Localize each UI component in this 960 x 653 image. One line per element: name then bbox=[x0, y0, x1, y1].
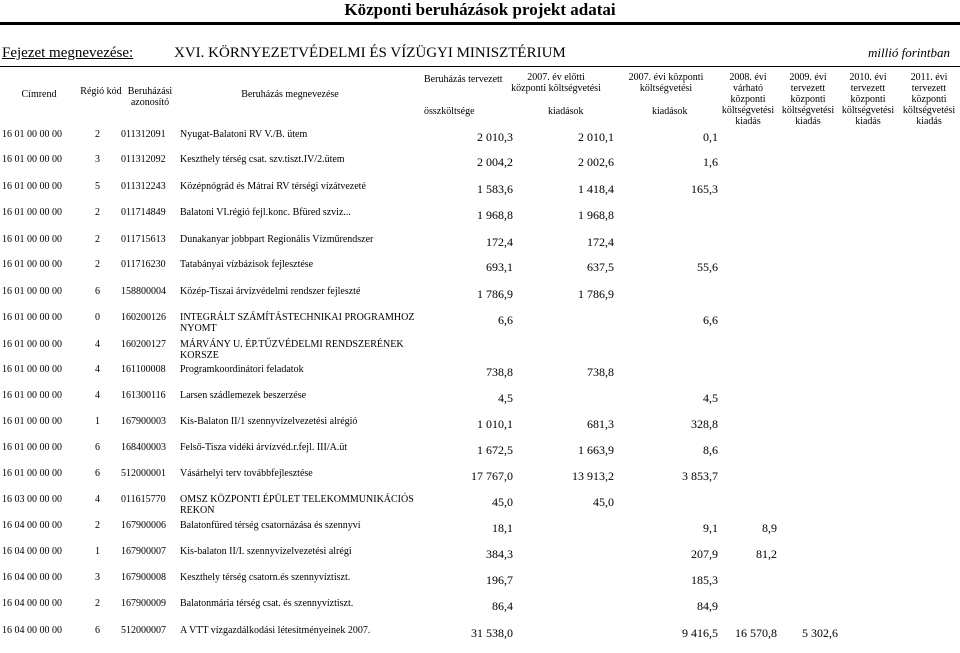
cell-megnevezes: INTEGRÁLT SZÁMÍTÁSTECHNIKAI PROGRAMHOZ NYOMT bbox=[180, 312, 415, 334]
cell-cimrend: 16 01 00 00 00 bbox=[2, 286, 62, 297]
header-2008: 2008. évi várható központi költségvetési kiadás bbox=[721, 72, 775, 127]
cell-megnevezes: Larsen szádlemezek beszerzése bbox=[180, 390, 307, 401]
cell-osszkoltseg: 196,7 bbox=[486, 573, 513, 587]
cell-megnevezes: Keszthely térség csatorn.és szennyvíztiszt. bbox=[180, 572, 351, 583]
cell-regio: 3 bbox=[95, 154, 100, 165]
cell-2007: 6,6 bbox=[703, 313, 718, 327]
cell-megnevezes: A VTT vízgazdálkodási létesítményeinek 2007. bbox=[180, 625, 371, 636]
cell-2009: 5 302,6 bbox=[802, 626, 838, 640]
cell-elotti: 45,0 bbox=[593, 495, 614, 509]
cell-azonosito: 168400003 bbox=[121, 442, 166, 453]
cell-elotti: 2 002,6 bbox=[578, 155, 614, 169]
cell-cimrend: 16 04 00 00 00 bbox=[2, 546, 62, 557]
table-row bbox=[0, 311, 960, 337]
cell-elotti: 681,3 bbox=[587, 417, 614, 431]
cell-regio: 2 bbox=[95, 520, 100, 531]
table-row bbox=[0, 415, 960, 441]
cell-elotti: 738,8 bbox=[587, 365, 614, 379]
cell-megnevezes: Felső-Tisza vidéki árvízvéd.r.fejl. III/A.üt bbox=[180, 442, 348, 453]
cell-osszkoltseg: 17 767,0 bbox=[471, 469, 513, 483]
cell-2008: 8,9 bbox=[762, 521, 777, 535]
cell-regio: 4 bbox=[95, 494, 100, 505]
cell-azonosito: 011615770 bbox=[121, 494, 166, 505]
cell-2007: 4,5 bbox=[703, 391, 718, 405]
cell-megnevezes: Tatabányai vízbázisok fejlesztése bbox=[180, 259, 314, 270]
cell-azonosito: 011312092 bbox=[121, 154, 166, 165]
cell-elotti: 637,5 bbox=[587, 260, 614, 274]
cell-2007: 1,6 bbox=[703, 155, 718, 169]
cell-cimrend: 16 01 00 00 00 bbox=[2, 364, 62, 375]
cell-osszkoltseg: 6,6 bbox=[498, 313, 513, 327]
cell-megnevezes: Vásárhelyi terv továbbfejlesztése bbox=[180, 468, 313, 479]
header-2007-kiadasok: kiadások bbox=[652, 106, 688, 117]
cell-regio: 6 bbox=[95, 286, 100, 297]
cell-osszkoltseg: 18,1 bbox=[492, 521, 513, 535]
header-megnevezes: Beruházás megnevezése bbox=[241, 89, 339, 100]
header-tervezett: Beruházás tervezett bbox=[424, 74, 503, 85]
cell-cimrend: 16 01 00 00 00 bbox=[2, 154, 62, 165]
cell-elotti: 1 968,8 bbox=[578, 208, 614, 222]
cell-osszkoltseg: 1 583,6 bbox=[477, 182, 513, 196]
cell-osszkoltseg: 45,0 bbox=[492, 495, 513, 509]
cell-cimrend: 16 01 00 00 00 bbox=[2, 259, 62, 270]
cell-cimrend: 16 04 00 00 00 bbox=[2, 520, 62, 531]
cell-megnevezes: OMSZ KÖZPONTI ÉPÜLET TELEKOMMUNIKÁCIÓS REKON bbox=[180, 494, 414, 516]
cell-2007: 185,3 bbox=[691, 573, 718, 587]
cell-osszkoltseg: 31 538,0 bbox=[471, 626, 513, 640]
cell-cimrend: 16 01 00 00 00 bbox=[2, 416, 62, 427]
header-2007: 2007. évi központi költségvetési bbox=[628, 72, 704, 94]
table-row bbox=[0, 441, 960, 467]
cell-azonosito: 161100008 bbox=[121, 364, 166, 375]
table-row bbox=[0, 153, 960, 179]
cell-azonosito: 512000001 bbox=[121, 468, 166, 479]
cell-azonosito: 167900007 bbox=[121, 546, 166, 557]
cell-2007: 9,1 bbox=[703, 521, 718, 535]
cell-regio: 6 bbox=[95, 442, 100, 453]
cell-cimrend: 16 01 00 00 00 bbox=[2, 234, 62, 245]
cell-2007: 55,6 bbox=[697, 260, 718, 274]
cell-2007: 9 416,5 bbox=[682, 626, 718, 640]
header-cimrend: Címrend bbox=[21, 89, 57, 100]
cell-megnevezes: Középnógrád és Mátrai RV térségi vízátvezeté bbox=[180, 181, 366, 192]
table-row bbox=[0, 519, 960, 545]
table-row bbox=[0, 258, 960, 284]
chapter-label: Fejezet megnevezése: bbox=[2, 45, 134, 61]
cell-azonosito: 160200127 bbox=[121, 339, 166, 350]
cell-cimrend: 16 04 00 00 00 bbox=[2, 572, 62, 583]
title-divider bbox=[0, 22, 960, 25]
cell-regio: 5 bbox=[95, 181, 100, 192]
cell-regio: 2 bbox=[95, 207, 100, 218]
table-row bbox=[0, 571, 960, 597]
cell-cimrend: 16 01 00 00 00 bbox=[2, 207, 62, 218]
cell-cimrend: 16 04 00 00 00 bbox=[2, 598, 62, 609]
table-row bbox=[0, 624, 960, 650]
cell-azonosito: 161300116 bbox=[121, 390, 166, 401]
table-row bbox=[0, 363, 960, 389]
cell-azonosito: 011312243 bbox=[121, 181, 166, 192]
header-2009: 2009. évi tervezett központi költségvetési kiadás bbox=[781, 72, 835, 127]
cell-2008: 16 570,8 bbox=[735, 626, 777, 640]
cell-cimrend: 16 03 00 00 00 bbox=[2, 494, 62, 505]
cell-regio: 2 bbox=[95, 129, 100, 140]
cell-cimrend: 16 01 00 00 00 bbox=[2, 442, 62, 453]
cell-megnevezes: Nyugat-Balatoni RV V./B. ütem bbox=[180, 129, 308, 140]
cell-megnevezes: Kis-balaton II/I. szennyvízelvezetési alrégi bbox=[180, 546, 352, 557]
cell-cimrend: 16 01 00 00 00 bbox=[2, 312, 62, 323]
cell-2008: 81,2 bbox=[756, 547, 777, 561]
table-row bbox=[0, 597, 960, 623]
cell-elotti: 2 010,1 bbox=[578, 130, 614, 144]
cell-2007: 8,6 bbox=[703, 443, 718, 457]
cell-regio: 2 bbox=[95, 598, 100, 609]
table-row bbox=[0, 180, 960, 206]
cell-regio: 1 bbox=[95, 546, 100, 557]
header-2010: 2010. évi tervezett központi költségvetési kiadás bbox=[841, 72, 895, 127]
table-row bbox=[0, 389, 960, 415]
cell-regio: 3 bbox=[95, 572, 100, 583]
table-row bbox=[0, 285, 960, 311]
cell-megnevezes: Balatonfüred térség csatornázása és szennyví bbox=[180, 520, 361, 531]
header-elotti: 2007. év előtti központi költségvetési bbox=[511, 72, 601, 94]
cell-megnevezes: MÁRVÁNY U. ÉP.TŰZVÉDELMI RENDSZERÉNEK KORSZE bbox=[180, 339, 404, 361]
header-2011: 2011. évi tervezett központi költségvetési kiadás bbox=[902, 72, 956, 127]
cell-regio: 0 bbox=[95, 312, 100, 323]
cell-cimrend: 16 01 00 00 00 bbox=[2, 181, 62, 192]
header-elotti-kiadasok: kiadások bbox=[548, 106, 584, 117]
table-row bbox=[0, 493, 960, 519]
cell-osszkoltseg: 1 786,9 bbox=[477, 287, 513, 301]
cell-elotti: 1 418,4 bbox=[578, 182, 614, 196]
cell-megnevezes: Balatonmária térség csat. és szennyvíztiszt. bbox=[180, 598, 354, 609]
cell-azonosito: 158800004 bbox=[121, 286, 166, 297]
cell-regio: 4 bbox=[95, 339, 100, 350]
table-row bbox=[0, 128, 960, 154]
cell-osszkoltseg: 172,4 bbox=[486, 235, 513, 249]
cell-osszkoltseg: 86,4 bbox=[492, 599, 513, 613]
cell-cimrend: 16 01 00 00 00 bbox=[2, 390, 62, 401]
table-row bbox=[0, 467, 960, 493]
cell-regio: 6 bbox=[95, 625, 100, 636]
cell-2007: 3 853,7 bbox=[682, 469, 718, 483]
cell-azonosito: 160200126 bbox=[121, 312, 166, 323]
cell-azonosito: 011716230 bbox=[121, 259, 166, 270]
cell-megnevezes: Programkoordinátori feladatok bbox=[180, 364, 304, 375]
cell-azonosito: 167900003 bbox=[121, 416, 166, 427]
page-title: Központi beruházások projekt adatai bbox=[0, 0, 960, 22]
cell-2007: 0,1 bbox=[703, 130, 718, 144]
cell-osszkoltseg: 1 010,1 bbox=[477, 417, 513, 431]
table-row bbox=[0, 233, 960, 259]
cell-elotti: 1 663,9 bbox=[578, 443, 614, 457]
cell-cimrend: 16 04 00 00 00 bbox=[2, 625, 62, 636]
cell-azonosito: 011714849 bbox=[121, 207, 166, 218]
cell-elotti: 172,4 bbox=[587, 235, 614, 249]
cell-osszkoltseg: 384,3 bbox=[486, 547, 513, 561]
cell-osszkoltseg: 4,5 bbox=[498, 391, 513, 405]
cell-azonosito: 167900008 bbox=[121, 572, 166, 583]
cell-regio: 4 bbox=[95, 390, 100, 401]
cell-elotti: 1 786,9 bbox=[578, 287, 614, 301]
table-row bbox=[0, 545, 960, 571]
cell-regio: 1 bbox=[95, 416, 100, 427]
cell-cimrend: 16 01 00 00 00 bbox=[2, 468, 62, 479]
cell-osszkoltseg: 2 004,2 bbox=[477, 155, 513, 169]
cell-2007: 165,3 bbox=[691, 182, 718, 196]
cell-azonosito: 011715613 bbox=[121, 234, 166, 245]
cell-azonosito: 167900006 bbox=[121, 520, 166, 531]
chapter-name: XVI. KÖRNYEZETVÉDELMI ÉS VÍZÜGYI MINISZTÉRIUM bbox=[174, 45, 566, 61]
cell-regio: 2 bbox=[95, 259, 100, 270]
cell-azonosito: 011312091 bbox=[121, 129, 166, 140]
cell-osszkoltseg: 1 672,5 bbox=[477, 443, 513, 457]
cell-cimrend: 16 01 00 00 00 bbox=[2, 339, 62, 350]
unit-label: millió forintban bbox=[868, 45, 950, 60]
cell-2007: 84,9 bbox=[697, 599, 718, 613]
header-azonosito: Beruházási azonosító bbox=[127, 86, 173, 108]
cell-osszkoltseg: 1 968,8 bbox=[477, 208, 513, 222]
table-row bbox=[0, 206, 960, 232]
header-regio: Régió kód bbox=[80, 86, 122, 97]
cell-cimrend: 16 01 00 00 00 bbox=[2, 129, 62, 140]
cell-megnevezes: Balatoni VI.régió fejl.konc. Bfüred szviz... bbox=[180, 207, 351, 218]
cell-regio: 2 bbox=[95, 234, 100, 245]
cell-megnevezes: Közép-Tiszai árvízvédelmi rendszer fejleszté bbox=[180, 286, 361, 297]
cell-regio: 4 bbox=[95, 364, 100, 375]
header-osszkoltseg: összköltsége bbox=[424, 106, 475, 117]
header-top-line bbox=[0, 66, 960, 67]
cell-2007: 328,8 bbox=[691, 417, 718, 431]
cell-megnevezes: Dunakanyar jobbpart Regionális Vízműrendszer bbox=[180, 234, 374, 245]
cell-osszkoltseg: 2 010,3 bbox=[477, 130, 513, 144]
cell-megnevezes: Keszthely térség csat. szv.tiszt.IV/2.ütem bbox=[180, 154, 345, 165]
table-row bbox=[0, 338, 960, 364]
cell-azonosito: 512000007 bbox=[121, 625, 166, 636]
cell-megnevezes: Kis-Balaton II/1 szennyvízelvezetési alrégió bbox=[180, 416, 358, 427]
cell-elotti: 13 913,2 bbox=[572, 469, 614, 483]
cell-2007: 207,9 bbox=[691, 547, 718, 561]
cell-osszkoltseg: 693,1 bbox=[486, 260, 513, 274]
cell-azonosito: 167900009 bbox=[121, 598, 166, 609]
cell-osszkoltseg: 738,8 bbox=[486, 365, 513, 379]
cell-regio: 6 bbox=[95, 468, 100, 479]
